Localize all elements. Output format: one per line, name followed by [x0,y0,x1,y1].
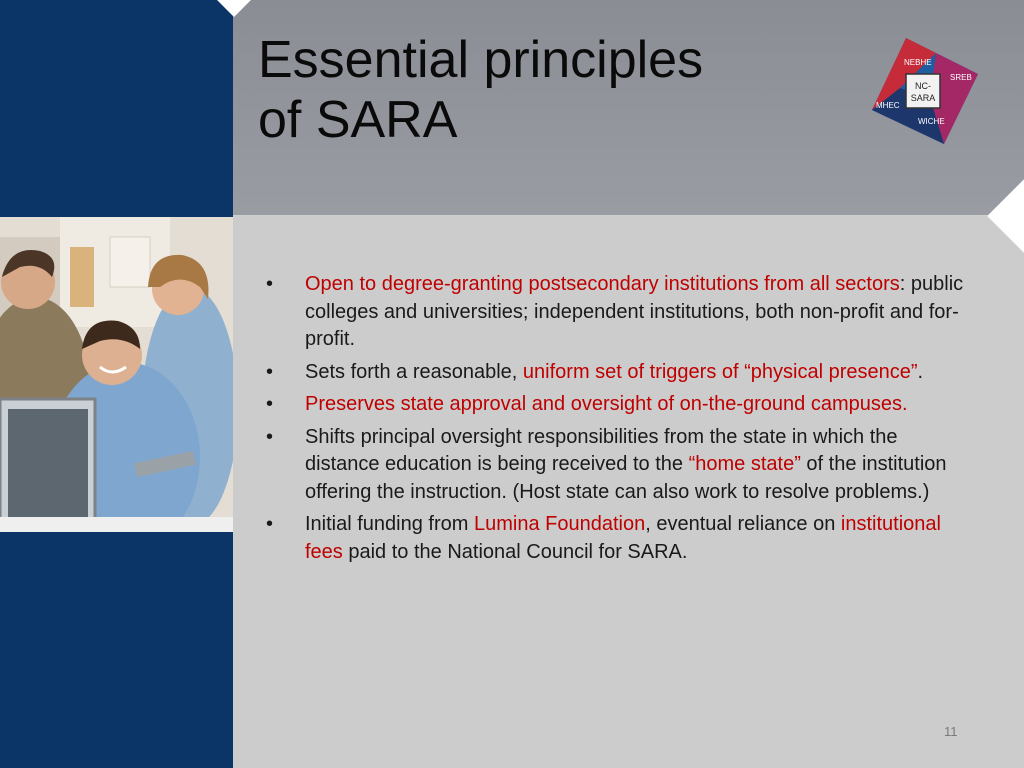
bullet-3-highlight: Preserves state approval and oversight of on-the-ground campuses. [305,393,908,415]
bullet-5-text-c: paid to the National Council for SARA. [342,540,688,563]
bullet-4-highlight: “home state” [688,453,801,475]
logo-label-right: SREB [950,73,972,82]
title-line-2: of SARA [258,91,458,149]
bullet-5-highlight-a: Lumina Foundation [473,513,646,535]
logo-label-bottom: WICHE [918,117,945,126]
page-number: 11 [944,724,958,739]
logo-label-left: MHEC [876,101,900,110]
list-item [262,511,972,566]
logo-center-text-2: SARA [910,93,936,103]
list-item [262,424,972,507]
bullet-2-text-b: . [917,360,924,383]
bullet-5-text-b: , eventual reliance on [645,513,841,535]
principles-list [262,271,972,571]
bullet-5-text-a: Initial funding from [305,513,474,535]
bullet-2-highlight: uniform set of triggers of “physical presence” [522,360,918,383]
bullet-1-text: : public colleges and universities; independent institutions, both non-profit and for-profit. [305,273,964,350]
students-photo-illustration [0,217,233,532]
nc-sara-logo [870,36,980,148]
list-item [262,271,972,354]
logo-label-top: NEBHE [904,58,932,67]
list-item [262,391,972,419]
bullet-1-highlight: Open to degree-granting postsecondary institutions from all sectors [305,273,900,295]
bullet-2-text-a: Sets forth a reasonable, [305,360,523,383]
logo-center-text-1: NC- [915,81,931,91]
list-item [262,359,972,387]
bullet-5-highlight-b: institutional fees [305,513,941,563]
bullet-4-text-b: of the institution offering the instruction. (Host state can also work to resolve problems.) [305,453,947,503]
students-photo [0,217,233,532]
title-line-1: Essential principles [258,31,704,89]
slide-title [258,30,703,150]
bullet-4-text-a: Shifts principal oversight responsibilities from the state in which the distance education is being received to the [305,425,898,475]
